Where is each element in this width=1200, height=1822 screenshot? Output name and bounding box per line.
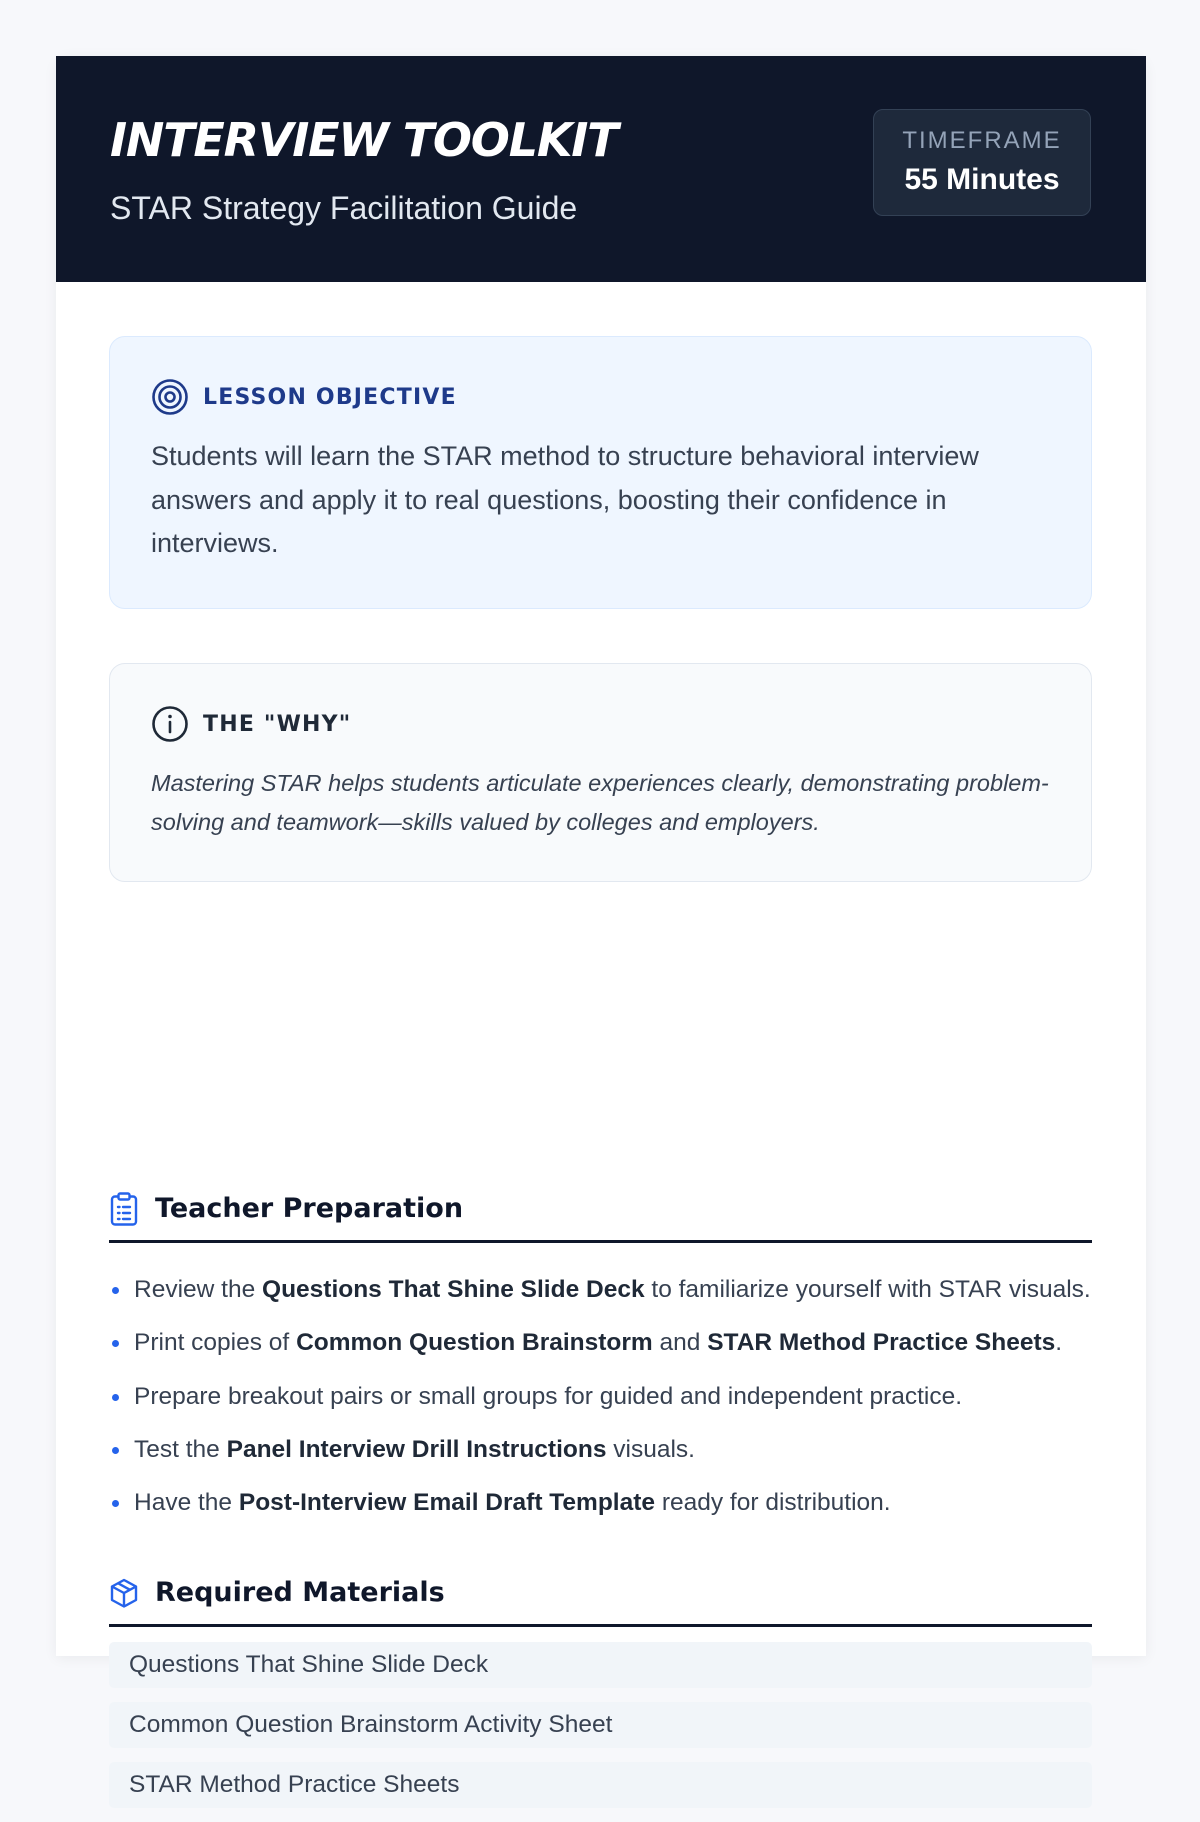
material-item: Questions That Shine Slide Deck xyxy=(109,1642,1092,1688)
bold-text: Post-Interview Email Draft Template xyxy=(238,1489,656,1517)
why-header xyxy=(151,704,1051,744)
bold-text: STAR Method Practice Sheets xyxy=(707,1329,1056,1357)
target-icon xyxy=(151,378,189,416)
timeframe-value: 55 Minutes xyxy=(904,163,1060,196)
clipboard-icon xyxy=(109,1192,139,1226)
why-text: Mastering STAR helps students articulate experiences clearly, demonstrating problem-solving and teamwork—skills valued by colleges and employers. xyxy=(151,770,1049,835)
list-item-text: Print copies of xyxy=(134,1329,297,1357)
bold-text: Common Question Brainstorm xyxy=(296,1329,653,1357)
list-item xyxy=(109,1432,1149,1485)
why-box xyxy=(109,663,1092,882)
box-icon xyxy=(109,1576,139,1610)
why-heading: THE "WHY" xyxy=(203,711,352,737)
list-item-text: Prepare breakout pairs or small groups for guided and independent practice. xyxy=(134,1382,963,1410)
list-item xyxy=(109,1485,1149,1538)
list-item-text: . xyxy=(1055,1329,1063,1357)
lesson-objective-box xyxy=(109,336,1092,609)
info-icon xyxy=(151,705,189,743)
timeframe-label: TIMEFRAME xyxy=(902,127,1062,154)
list-item-text: Have the xyxy=(134,1489,239,1517)
teacher-preparation-list xyxy=(109,1272,1149,1538)
list-item-text: and xyxy=(652,1329,708,1357)
lesson-objective-header xyxy=(151,377,1051,417)
material-item: Common Question Brainstorm Activity Sheet xyxy=(109,1702,1092,1748)
list-item-text: to familiarize yourself with STAR visuals. xyxy=(644,1276,1091,1303)
teacher-preparation-header xyxy=(109,1182,1092,1243)
bold-text: Panel Interview Drill Instructions xyxy=(226,1435,607,1463)
material-item: STAR Method Practice Sheets xyxy=(109,1762,1092,1808)
list-item-text: Review the xyxy=(134,1276,263,1303)
list-item xyxy=(109,1379,1149,1432)
page-title: INTERVIEW TOOLKIT xyxy=(110,113,618,167)
lesson-objective-heading: LESSON OBJECTIVE xyxy=(203,384,457,410)
list-item-text: ready for distribution. xyxy=(655,1489,891,1517)
timeframe-badge xyxy=(873,109,1091,216)
page-subtitle: STAR Strategy Facilitation Guide xyxy=(110,190,578,226)
required-materials-header xyxy=(109,1566,1092,1627)
required-materials-list xyxy=(109,1642,1092,1822)
page-header xyxy=(56,56,1146,282)
list-item-text: Test the xyxy=(134,1435,227,1463)
required-materials-heading: Required Materials xyxy=(155,1577,445,1608)
bold-text: Questions That Shine Slide Deck xyxy=(262,1276,645,1303)
list-item xyxy=(109,1272,1149,1325)
lesson-card xyxy=(56,56,1146,1798)
lesson-objective-text: Students will learn the STAR method to structure behavioral interview answers and apply it to real questions, boosting their confidence in interviews. xyxy=(151,441,979,558)
list-item xyxy=(109,1325,1149,1378)
teacher-preparation-heading: Teacher Preparation xyxy=(155,1193,464,1224)
list-item-text: visuals. xyxy=(606,1435,695,1463)
